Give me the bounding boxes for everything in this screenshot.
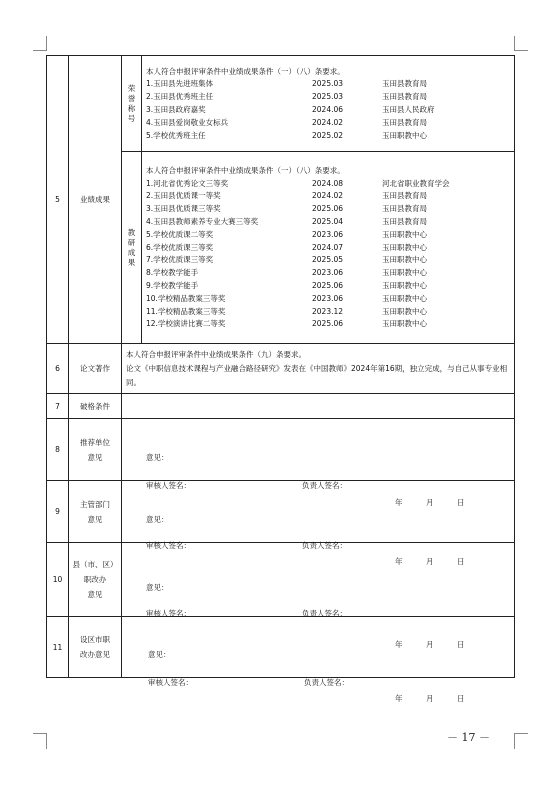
award-date: 2024.08	[312, 178, 344, 188]
crop-mark-bottom-left	[33, 733, 47, 735]
award-title: 2.玉田县优质课一等奖	[146, 191, 221, 201]
crop-mark-top-right	[514, 50, 528, 52]
award-issuer: 河北省职业教育学会	[382, 178, 450, 188]
award-issuer: 玉田县教育局	[382, 191, 427, 201]
label-line: 意见	[87, 590, 103, 599]
section-label-research	[122, 152, 142, 344]
research-list	[142, 152, 515, 344]
date-day-label: 日	[457, 497, 465, 507]
list-item	[146, 117, 510, 130]
award-title: 7.学校优质课三等奖	[146, 255, 214, 265]
award-issuer: 玉田县教育局	[382, 92, 427, 102]
award-title: 8.学校教学能手	[146, 268, 199, 278]
label-line: 改办意见	[80, 650, 110, 659]
label-line: 意见	[87, 452, 103, 462]
list-item	[146, 130, 510, 143]
paper-detail: 论文《中职信息技术课程与产业融合路径研究》发表在《中国教师》2024年第16期，独立完成，与自己从事专业相同。	[126, 363, 508, 387]
award-date: 2025.06	[312, 319, 344, 329]
award-title: 10.学校精品教案三等奖	[146, 293, 226, 303]
list-item	[146, 229, 510, 242]
award-date: 2023.06	[312, 268, 344, 278]
opinion-cell	[122, 419, 515, 507]
opinion-cell	[122, 543, 515, 649]
award-issuer: 玉田职教中心	[382, 306, 427, 316]
award-issuer: 玉田职教中心	[382, 268, 427, 278]
section-label-honors	[122, 56, 142, 152]
list-item	[146, 104, 510, 117]
award-issuer: 玉田职教中心	[382, 293, 427, 303]
award-date: 2025.02	[312, 130, 344, 140]
table-row	[47, 617, 515, 678]
table-row	[47, 481, 515, 543]
date-year-label: 年	[395, 497, 403, 507]
award-date: 2024.02	[312, 117, 344, 127]
award-date: 2025.05	[312, 255, 344, 265]
award-date: 2025.06	[312, 280, 344, 290]
list-item	[146, 78, 510, 91]
table-row	[47, 394, 515, 419]
award-title: 5.学校优质课二等奖	[146, 229, 214, 239]
table-row	[47, 419, 515, 481]
honors-section-label: 荣 誉 称 号	[127, 83, 136, 123]
opinion-label: 意见：	[148, 650, 171, 659]
table-row	[47, 56, 515, 152]
label-line: 推荐单位	[80, 437, 110, 447]
award-issuer: 玉田县人民政府	[382, 105, 435, 114]
row-label	[69, 617, 122, 678]
row-number: 8	[47, 419, 69, 481]
crop-mark-bottom-right	[514, 733, 528, 735]
award-issuer: 玉田县教育局	[382, 79, 427, 89]
list-item	[146, 280, 510, 293]
award-title: 1.河北省优秀论文三等奖	[146, 178, 229, 188]
label-line: 主管部门	[80, 499, 110, 509]
crop-mark-bottom-left	[46, 733, 48, 749]
date-year-label: 年	[395, 556, 403, 566]
award-date: 2023.06	[312, 293, 344, 303]
award-date: 2024.06	[312, 105, 344, 114]
opinion-label: 意见：	[146, 452, 169, 462]
crop-mark-top-left	[33, 50, 47, 52]
table-row	[47, 543, 515, 617]
award-title: 9.学校教学能手	[146, 280, 199, 290]
exception-cell	[122, 394, 515, 419]
award-title: 1.玉田县先进班集体	[146, 79, 214, 89]
row-number: 7	[47, 394, 69, 419]
leader-signature-label: 负责人签名：	[302, 540, 347, 550]
award-title: 11.学校精品教案三等奖	[146, 306, 226, 316]
award-date: 2024.07	[312, 242, 344, 252]
application-form-table	[46, 55, 515, 703]
research-requirement: 本人符合申报评审条件中业绩成果条件（一）（八）条要求。	[146, 165, 345, 175]
row-label	[69, 543, 122, 617]
row-label: 论文著作	[69, 344, 122, 394]
paper-cell	[122, 344, 515, 394]
award-issuer: 玉田县教育局	[382, 117, 427, 127]
date-day-label: 日	[457, 694, 465, 703]
list-item	[146, 318, 510, 331]
award-issuer: 玉田职教中心	[382, 280, 427, 290]
list-item	[146, 91, 510, 104]
award-issuer: 玉田县教育局	[382, 217, 427, 226]
label-line: 县（市、区）	[72, 560, 118, 569]
row-number: 10	[47, 543, 69, 617]
reviewer-signature-label: 审核人签名：	[146, 608, 191, 618]
date-day-label: 日	[457, 639, 465, 649]
row-label: 业绩成果	[69, 56, 122, 344]
date-month-label: 月	[426, 694, 434, 703]
award-title: 4.玉田县爱岗敬业女标兵	[146, 117, 229, 127]
award-date: 2025.04	[312, 217, 344, 226]
opinion-label: 意见：	[146, 514, 169, 524]
row-number: 9	[47, 481, 69, 543]
table-row	[47, 344, 515, 394]
award-issuer: 玉田职教中心	[382, 130, 427, 140]
crop-mark-bottom-right	[514, 733, 516, 749]
date-day-label: 日	[457, 556, 465, 566]
date-month-label: 月	[426, 556, 434, 566]
list-item	[146, 242, 510, 255]
leader-signature-label: 负责人签名：	[304, 678, 349, 687]
date-month-label: 月	[426, 497, 434, 507]
row-label	[69, 481, 122, 543]
paper-requirement: 本人符合申报评审条件中业绩成果条件（九）条要求。	[126, 349, 306, 359]
award-date: 2025.03	[312, 79, 344, 89]
award-title: 6.学校优质课三等奖	[146, 242, 214, 252]
award-title: 4.玉田县教师素养专业大赛三等奖	[146, 217, 259, 226]
reviewer-signature-label: 审核人签名：	[148, 678, 193, 687]
list-item	[146, 293, 510, 306]
leader-signature-label: 负责人签名：	[302, 608, 347, 618]
page-number: － 17 －	[447, 731, 490, 744]
award-issuer: 玉田职教中心	[382, 319, 427, 329]
row-number: 11	[47, 617, 69, 678]
list-item	[146, 190, 510, 203]
award-title: 3.玉田县政府嘉奖	[146, 105, 206, 114]
award-issuer: 玉田县教育局	[382, 204, 427, 214]
row-number: 5	[47, 56, 69, 344]
opinion-label: 意见：	[146, 582, 169, 592]
crop-mark-top-right	[514, 36, 516, 50]
row-number: 6	[47, 344, 69, 394]
list-item	[146, 203, 510, 216]
award-title: 12.学校演讲比赛二等奖	[146, 319, 226, 329]
crop-mark-top-left	[46, 36, 48, 50]
label-line: 设区市职	[80, 635, 110, 644]
date-month-label: 月	[426, 639, 434, 649]
honors-list	[142, 56, 515, 152]
label-line: 职改办	[83, 575, 107, 584]
award-date: 2023.06	[312, 229, 344, 239]
award-issuer: 玉田职教中心	[382, 229, 427, 239]
award-date: 2025.03	[312, 92, 344, 102]
honors-requirement: 本人符合申报评审条件中业绩成果条件（一）（八）条要求。	[146, 66, 345, 76]
list-item	[146, 178, 510, 191]
research-section-label: 教 研 成 果	[127, 227, 136, 267]
award-title: 2.玉田县优秀班主任	[146, 92, 214, 102]
date-year-label: 年	[395, 639, 403, 649]
list-item	[146, 254, 510, 267]
award-issuer: 玉田职教中心	[382, 242, 427, 252]
reviewer-signature-label: 审核人签名：	[146, 540, 191, 550]
label-line: 意见	[87, 514, 103, 524]
opinion-cell	[122, 617, 515, 703]
award-date: 2024.02	[312, 191, 344, 201]
award-issuer: 玉田职教中心	[382, 255, 427, 265]
row-label	[69, 419, 122, 481]
award-title: 3.玉田县优质课三等奖	[146, 204, 221, 214]
leader-signature-label: 负责人签名：	[302, 480, 347, 490]
award-date: 2025.06	[312, 204, 344, 214]
award-date: 2023.12	[312, 306, 344, 316]
list-item	[146, 267, 510, 280]
row-label: 破格条件	[69, 394, 122, 419]
award-title: 5.学校优秀班主任	[146, 130, 206, 140]
date-year-label: 年	[395, 694, 403, 703]
reviewer-signature-label: 审核人签名：	[146, 480, 191, 490]
list-item	[146, 306, 510, 319]
list-item	[146, 216, 510, 229]
